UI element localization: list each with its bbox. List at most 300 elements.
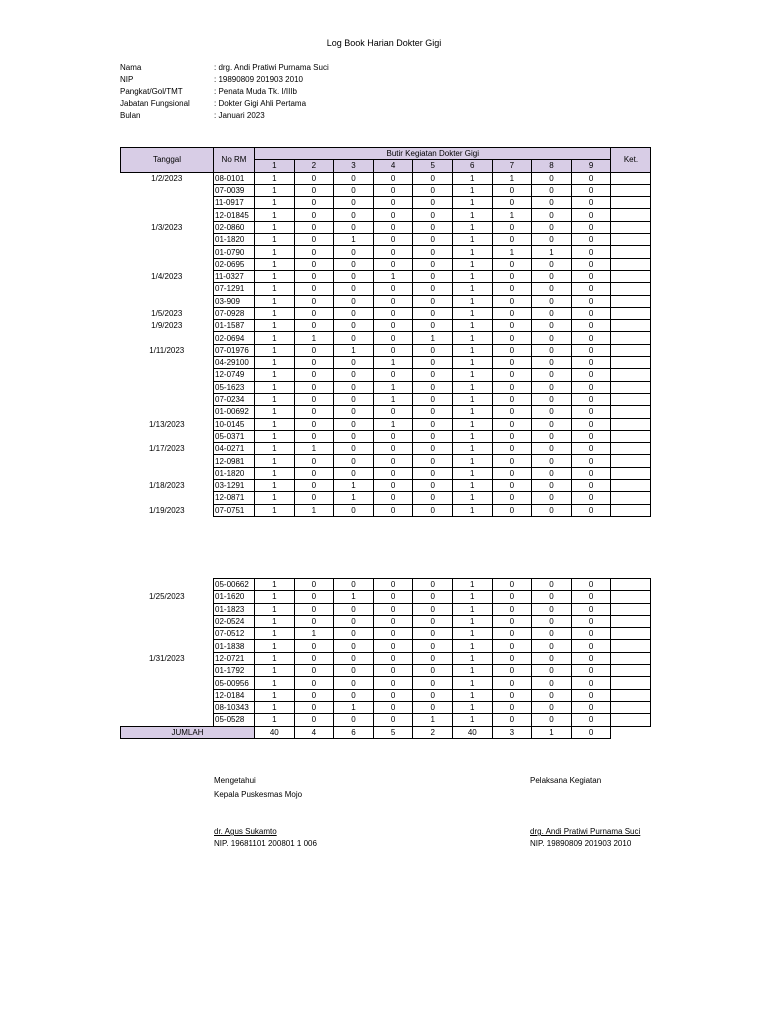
butir-cell: 0 [334, 430, 374, 442]
butir-cell: 0 [492, 221, 532, 233]
no-rm-cell: 12-0184 [214, 689, 255, 701]
butir-cell: 1 [255, 209, 295, 221]
no-rm-cell: 12-0981 [214, 455, 255, 467]
butir-cell: 0 [532, 283, 572, 295]
butir-cell: 0 [532, 579, 572, 591]
ket-cell [611, 357, 651, 369]
butir-cell: 0 [294, 295, 334, 307]
butir-cell: 1 [334, 234, 374, 246]
date-cell: 1/9/2023 [151, 321, 183, 331]
info-value: : Januari 2023 [214, 111, 265, 120]
butir-cell: 0 [294, 492, 334, 504]
butir-cell: 0 [571, 381, 611, 393]
pelaksana-nip: NIP. 19890809 201903 2010 [530, 839, 632, 848]
butir-cell: 0 [294, 221, 334, 233]
butir-cell: 0 [373, 480, 413, 492]
total-cell: 40 [452, 726, 492, 738]
info-row [120, 62, 329, 74]
butir-cell: 0 [492, 628, 532, 640]
butir-cell: 0 [492, 283, 532, 295]
table-row [121, 677, 651, 689]
butir-cell: 0 [571, 701, 611, 713]
butir-cell: 0 [492, 295, 532, 307]
butir-cell: 1 [255, 467, 295, 479]
butir-cell: 0 [492, 615, 532, 627]
butir-cell: 0 [334, 455, 374, 467]
butir-cell: 0 [492, 480, 532, 492]
butir-cell: 0 [492, 369, 532, 381]
info-label: Nama [120, 63, 142, 72]
butir-cell: 0 [413, 381, 453, 393]
butir-cell: 0 [571, 197, 611, 209]
butir-cell: 0 [373, 591, 413, 603]
info-label: Pangkat/Gol/TMT [120, 87, 183, 96]
butir-cell: 0 [294, 283, 334, 295]
page-title: Log Book Harian Dokter Gigi [326, 38, 442, 48]
ket-cell [611, 480, 651, 492]
butir-cell: 1 [452, 221, 492, 233]
table-row [121, 492, 651, 504]
no-rm-cell: 10-0145 [214, 418, 255, 430]
butir-cell: 1 [255, 307, 295, 319]
butir-cell: 0 [571, 184, 611, 196]
kepala-nip: NIP. 19681101 200801 1 006 [214, 839, 317, 848]
no-rm-cell: 05-0371 [214, 430, 255, 442]
no-rm-cell: 08-0101 [214, 172, 255, 184]
butir-cell: 0 [413, 443, 453, 455]
butir-cell: 0 [532, 406, 572, 418]
butir-cell: 1 [255, 197, 295, 209]
table-row [121, 357, 651, 369]
butir-cell: 0 [413, 270, 453, 282]
info-value: : Penata Muda Tk. I/IIIb [214, 87, 298, 96]
butir-cell: 0 [492, 640, 532, 652]
butir-cell: 0 [532, 652, 572, 664]
butir-cell: 0 [413, 172, 453, 184]
date-cell [121, 406, 214, 418]
butir-cell: 0 [413, 467, 453, 479]
logbook-table-continued [120, 578, 651, 739]
butir-cell: 1 [452, 357, 492, 369]
ket-cell [611, 492, 651, 504]
butir-cell: 0 [532, 430, 572, 442]
date-cell [121, 455, 214, 467]
butir-cell: 0 [413, 628, 453, 640]
total-cell: 3 [492, 726, 532, 738]
butir-cell: 1 [255, 665, 295, 677]
butir-cell: 0 [373, 406, 413, 418]
butir-cell: 0 [334, 467, 374, 479]
no-rm-cell: 01-1792 [214, 665, 255, 677]
butir-cell: 0 [373, 504, 413, 516]
no-rm-cell: 01-1838 [214, 640, 255, 652]
butir-cell: 0 [413, 591, 453, 603]
butir-cell: 0 [532, 307, 572, 319]
butir-cell: 0 [492, 320, 532, 332]
butir-cell: 1 [452, 381, 492, 393]
date-cell: 1/3/2023 [151, 222, 183, 232]
no-rm-cell: 07-0234 [214, 393, 255, 405]
butir-cell: 0 [373, 246, 413, 258]
butir-cell: 0 [571, 665, 611, 677]
butir-cell: 0 [334, 615, 374, 627]
butir-cell: 0 [532, 701, 572, 713]
date-cell [121, 714, 214, 726]
butir-cell: 0 [373, 455, 413, 467]
butir-cell: 0 [571, 406, 611, 418]
no-rm-cell: 03-909 [214, 295, 255, 307]
butir-cell: 0 [294, 258, 334, 270]
no-rm-cell: 01-1587 [214, 320, 255, 332]
mengetahui-label: Mengetahui [214, 776, 256, 785]
butir-cell: 1 [452, 209, 492, 221]
butir-cell: 0 [413, 640, 453, 652]
ket-cell [611, 430, 651, 442]
butir-cell: 0 [532, 677, 572, 689]
butir-cell: 0 [294, 197, 334, 209]
date-cell [121, 234, 214, 246]
butir-cell: 0 [571, 430, 611, 442]
butir-cell: 1 [452, 480, 492, 492]
butir-cell: 1 [452, 246, 492, 258]
butir-cell: 0 [294, 591, 334, 603]
no-rm-cell: 02-0524 [214, 615, 255, 627]
no-rm-cell: 07-1291 [214, 283, 255, 295]
butir-cell: 0 [373, 184, 413, 196]
butir-cell: 1 [452, 640, 492, 652]
no-rm-cell: 04-0271 [214, 443, 255, 455]
table-row [121, 689, 651, 701]
butir-cell: 0 [492, 344, 532, 356]
date-cell [121, 258, 214, 270]
total-cell: 0 [571, 726, 611, 738]
butir-cell: 0 [373, 628, 413, 640]
info-value: : drg. Andi Pratiwi Purnama Suci [214, 63, 329, 72]
ket-cell [611, 603, 651, 615]
butir-cell: 1 [255, 591, 295, 603]
butir-cell: 1 [334, 701, 374, 713]
butir-cell: 0 [413, 418, 453, 430]
butir-cell: 0 [373, 615, 413, 627]
butir-cell: 0 [571, 344, 611, 356]
butir-cell: 0 [532, 369, 572, 381]
butir-cell: 1 [373, 381, 413, 393]
ket-cell [611, 332, 651, 344]
pelaksana-label: Pelaksana Kegiatan [530, 776, 602, 785]
butir-cell: 0 [413, 283, 453, 295]
butir-cell: 1 [255, 393, 295, 405]
butir-cell: 0 [373, 234, 413, 246]
butir-cell: 1 [452, 418, 492, 430]
butir-cell: 1 [452, 369, 492, 381]
butir-cell: 0 [532, 270, 572, 282]
butir-cell: 0 [294, 665, 334, 677]
butir-cell: 1 [255, 295, 295, 307]
header-butir-kegiatan: Butir Kegiatan Dokter Gigi [255, 148, 611, 160]
butir-cell: 0 [532, 320, 572, 332]
butir-cell: 1 [255, 320, 295, 332]
table-row [121, 406, 651, 418]
butir-cell: 1 [255, 714, 295, 726]
no-rm-cell: 04-29100 [214, 357, 255, 369]
butir-cell: 0 [334, 295, 374, 307]
ket-cell [611, 504, 651, 516]
butir-cell: 1 [532, 246, 572, 258]
butir-cell: 0 [571, 418, 611, 430]
butir-cell: 0 [334, 393, 374, 405]
butir-cell: 1 [255, 234, 295, 246]
butir-cell: 0 [334, 369, 374, 381]
date-cell [121, 640, 214, 652]
butir-cell: 0 [413, 665, 453, 677]
info-row [120, 86, 329, 98]
no-rm-cell: 07-0751 [214, 504, 255, 516]
butir-cell: 0 [373, 221, 413, 233]
butir-cell: 0 [532, 480, 572, 492]
logbook-table [120, 147, 651, 517]
header-butir-9: 9 [571, 160, 611, 172]
header-butir-1: 1 [255, 160, 295, 172]
table-row [121, 320, 651, 332]
butir-cell: 1 [452, 714, 492, 726]
header-butir-2: 2 [294, 160, 334, 172]
date-cell: 1/18/2023 [148, 481, 185, 491]
header-butir-5: 5 [413, 160, 453, 172]
butir-cell: 0 [532, 221, 572, 233]
butir-cell: 1 [452, 455, 492, 467]
butir-cell: 0 [492, 197, 532, 209]
info-label: Bulan [120, 111, 141, 120]
butir-cell: 0 [532, 492, 572, 504]
butir-cell: 0 [571, 603, 611, 615]
ket-cell [611, 579, 651, 591]
butir-cell: 0 [492, 332, 532, 344]
butir-cell: 1 [492, 209, 532, 221]
butir-cell: 0 [492, 430, 532, 442]
no-rm-cell: 12-01845 [214, 209, 255, 221]
butir-cell: 0 [492, 455, 532, 467]
butir-cell: 1 [452, 443, 492, 455]
butir-cell: 0 [571, 283, 611, 295]
butir-cell: 1 [452, 430, 492, 442]
date-cell [121, 701, 214, 713]
butir-cell: 0 [413, 480, 453, 492]
butir-cell: 0 [492, 603, 532, 615]
total-label: JUMLAH [121, 726, 255, 738]
butir-cell: 1 [452, 628, 492, 640]
butir-cell: 1 [373, 418, 413, 430]
butir-cell: 0 [373, 640, 413, 652]
butir-cell: 0 [492, 579, 532, 591]
butir-cell: 0 [413, 689, 453, 701]
butir-cell: 1 [255, 628, 295, 640]
butir-cell: 1 [255, 677, 295, 689]
total-cell: 5 [373, 726, 413, 738]
butir-cell: 0 [532, 381, 572, 393]
butir-cell: 0 [294, 381, 334, 393]
ket-cell [611, 591, 651, 603]
butir-cell: 0 [492, 492, 532, 504]
date-cell [121, 492, 214, 504]
butir-cell: 0 [334, 443, 374, 455]
no-rm-cell: 01-1620 [214, 591, 255, 603]
table-row [121, 283, 651, 295]
header-butir-7: 7 [492, 160, 532, 172]
butir-cell: 0 [492, 714, 532, 726]
butir-cell: 0 [413, 184, 453, 196]
no-rm-cell: 01-00692 [214, 406, 255, 418]
ket-cell [611, 665, 651, 677]
date-cell [121, 332, 214, 344]
butir-cell: 1 [452, 406, 492, 418]
butir-cell: 0 [373, 701, 413, 713]
butir-cell: 0 [492, 270, 532, 282]
date-cell: 1/11/2023 [149, 345, 185, 355]
butir-cell: 0 [492, 443, 532, 455]
butir-cell: 0 [571, 443, 611, 455]
butir-cell: 0 [532, 640, 572, 652]
butir-cell: 0 [492, 677, 532, 689]
butir-cell: 1 [492, 172, 532, 184]
no-rm-cell: 05-1623 [214, 381, 255, 393]
butir-cell: 0 [532, 467, 572, 479]
butir-cell: 0 [373, 209, 413, 221]
butir-cell: 0 [334, 197, 374, 209]
date-cell [121, 283, 214, 295]
butir-cell: 0 [294, 418, 334, 430]
butir-cell: 0 [334, 714, 374, 726]
butir-cell: 0 [571, 640, 611, 652]
butir-cell: 0 [294, 714, 334, 726]
butir-cell: 0 [413, 430, 453, 442]
date-cell [121, 209, 214, 221]
butir-cell: 1 [452, 504, 492, 516]
ket-cell [611, 221, 651, 233]
butir-cell: 0 [294, 369, 334, 381]
butir-cell: 1 [373, 270, 413, 282]
butir-cell: 0 [334, 246, 374, 258]
no-rm-cell: 12-0721 [214, 652, 255, 664]
no-rm-cell: 05-0528 [214, 714, 255, 726]
butir-cell: 1 [255, 579, 295, 591]
butir-cell: 0 [571, 320, 611, 332]
info-row [120, 98, 329, 110]
table-row [121, 615, 651, 627]
butir-cell: 0 [373, 689, 413, 701]
no-rm-cell: 12-0871 [214, 492, 255, 504]
butir-cell: 1 [452, 579, 492, 591]
butir-cell: 1 [373, 393, 413, 405]
butir-cell: 0 [571, 357, 611, 369]
butir-cell: 0 [294, 467, 334, 479]
table-row [121, 443, 651, 455]
butir-cell: 0 [373, 652, 413, 664]
butir-cell: 0 [334, 406, 374, 418]
butir-cell: 1 [255, 603, 295, 615]
butir-cell: 1 [255, 443, 295, 455]
date-cell [121, 393, 214, 405]
ket-cell [611, 369, 651, 381]
butir-cell: 0 [294, 393, 334, 405]
butir-cell: 0 [294, 209, 334, 221]
butir-cell: 0 [571, 579, 611, 591]
ket-cell [611, 234, 651, 246]
date-cell [121, 295, 214, 307]
butir-cell: 0 [334, 677, 374, 689]
ket-cell [611, 455, 651, 467]
table-row [121, 307, 651, 319]
total-cell: 4 [294, 726, 334, 738]
butir-cell: 0 [571, 504, 611, 516]
total-cell: 2 [413, 726, 453, 738]
ket-cell [611, 172, 651, 184]
butir-cell: 0 [492, 234, 532, 246]
date-cell [121, 665, 214, 677]
total-cell: 40 [255, 726, 295, 738]
butir-cell: 0 [413, 492, 453, 504]
ket-cell [611, 246, 651, 258]
butir-cell: 0 [334, 221, 374, 233]
butir-cell: 1 [294, 443, 334, 455]
date-cell [121, 369, 214, 381]
butir-cell: 1 [452, 184, 492, 196]
ket-cell [611, 307, 651, 319]
header-ket: Ket. [611, 148, 651, 173]
butir-cell: 0 [334, 418, 374, 430]
butir-cell: 0 [294, 246, 334, 258]
signature-left [214, 774, 317, 851]
butir-cell: 0 [413, 307, 453, 319]
butir-cell: 1 [255, 332, 295, 344]
butir-cell: 1 [452, 344, 492, 356]
butir-cell: 0 [571, 480, 611, 492]
table-row [121, 579, 651, 591]
butir-cell: 0 [294, 615, 334, 627]
butir-cell: 0 [334, 270, 374, 282]
butir-cell: 0 [571, 295, 611, 307]
butir-cell: 0 [532, 504, 572, 516]
ket-cell [611, 406, 651, 418]
butir-cell: 1 [452, 701, 492, 713]
butir-cell: 0 [532, 714, 572, 726]
butir-cell: 0 [492, 418, 532, 430]
date-cell [121, 357, 214, 369]
date-cell [121, 197, 214, 209]
butir-cell: 1 [255, 246, 295, 258]
date-cell: 1/31/2023 [148, 653, 185, 663]
butir-cell: 1 [452, 307, 492, 319]
butir-cell: 0 [294, 640, 334, 652]
butir-cell: 0 [413, 615, 453, 627]
ket-cell [611, 467, 651, 479]
butir-cell: 0 [294, 344, 334, 356]
butir-cell: 1 [452, 393, 492, 405]
ket-cell [611, 689, 651, 701]
ket-cell [611, 701, 651, 713]
date-cell [121, 246, 214, 258]
no-rm-cell: 11-0327 [214, 270, 255, 282]
butir-cell: 0 [571, 652, 611, 664]
table-row [121, 209, 651, 221]
no-rm-cell: 07-0039 [214, 184, 255, 196]
butir-cell: 0 [334, 283, 374, 295]
butir-cell: 0 [571, 246, 611, 258]
butir-cell: 0 [413, 393, 453, 405]
table-row [121, 455, 651, 467]
date-cell [121, 430, 214, 442]
butir-cell: 0 [492, 701, 532, 713]
butir-cell: 0 [413, 344, 453, 356]
